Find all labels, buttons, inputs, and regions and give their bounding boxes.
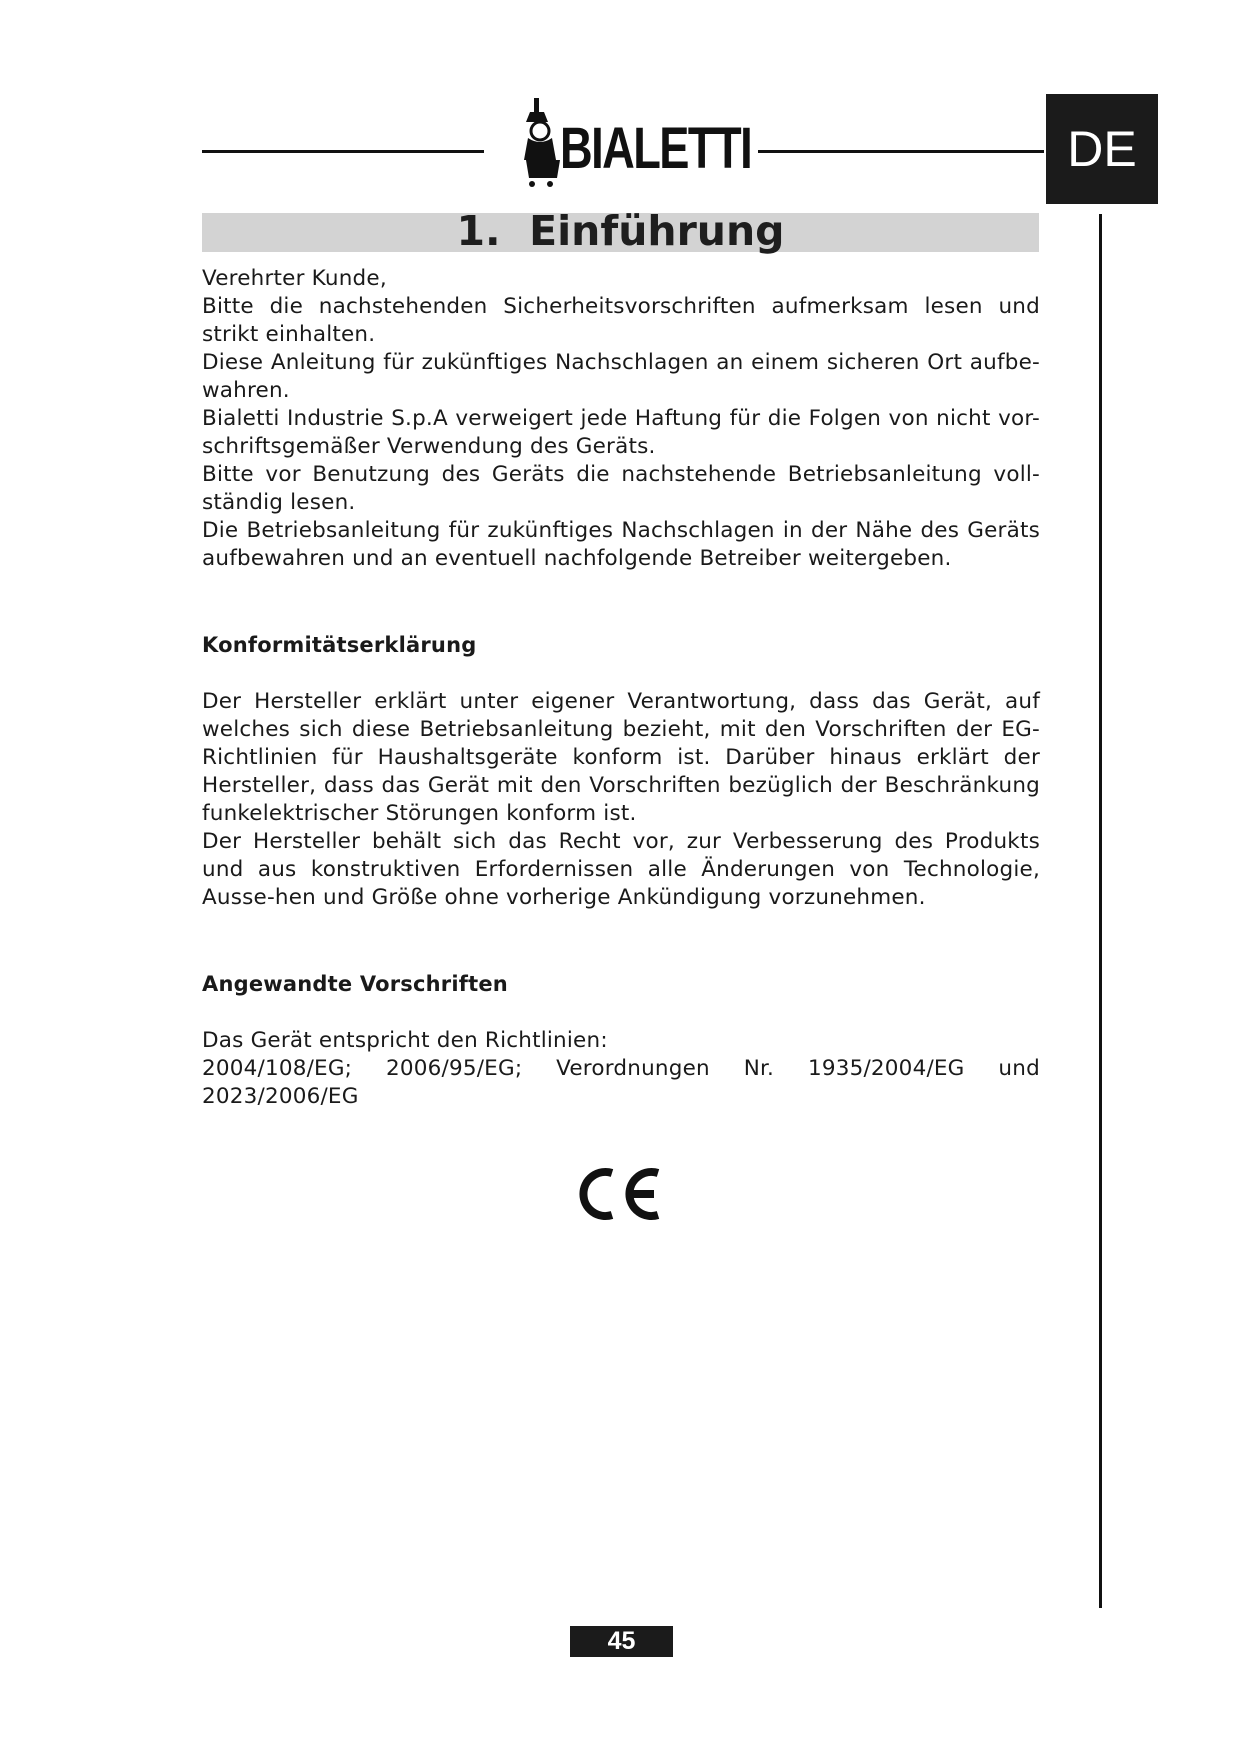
conformity-block: [202, 688, 1040, 912]
header-rule-left: [202, 150, 484, 153]
regulation-word: 2004/108/EG;: [202, 1056, 353, 1081]
regulation-word: und: [998, 1056, 1040, 1081]
side-margin-line: [1099, 214, 1102, 1608]
language-tab: DE: [1046, 94, 1158, 204]
brand-name: BIALETTI: [560, 116, 752, 181]
page-content: [202, 265, 1040, 1111]
intro-line: Diese Anleitung für zukünftiges Nachschlagen an einem sicheren Ort aufbe-wahren.: [202, 350, 1040, 403]
regulations-block: [202, 1027, 1040, 1111]
regulations-line: [202, 1055, 1040, 1083]
intro-line: Die Betriebsanleitung für zukünftiges Nachschlagen in der Nähe des Geräts aufbewahren und an eventuell nachfolgende Betreiber weitergeben.: [202, 518, 1040, 571]
conformity-paragraph: Der Hersteller behält sich das Recht vor, zur Verbesserung des Produkts und aus konstruktiven Erfordernissen alle Änderungen von Technologie, Ausse-hen und Größe ohne vorherige Ankündigung vorzunehmen.: [202, 829, 1040, 910]
regulation-word: Nr.: [743, 1056, 775, 1081]
intro-line: Bitte vor Benutzung des Geräts die nachstehende Betriebsanleitung voll-ständig lesen.: [202, 462, 1040, 515]
page-number: 45: [570, 1626, 673, 1657]
regulation-word: Verordnungen: [556, 1056, 710, 1081]
regulations-heading: Angewandte Vorschriften: [202, 972, 508, 996]
intro-block: [202, 265, 1040, 573]
header-rule-right: [758, 150, 1044, 153]
intro-line: Bitte die nachstehenden Sicherheitsvorschriften aufmerksam lesen und strikt einhalten.: [202, 294, 1040, 347]
intro-line: Bialetti Industrie S.p.A verweigert jede Haftung für die Folgen von nicht vor-schriftsgemäßer Verwendung des Geräts.: [202, 406, 1040, 459]
conformity-paragraph: Der Hersteller erklärt unter eigener Verantwortung, dass das Gerät, auf welches sich diese Betriebsanleitung bezieht, mit den Vorschriften der EG-Richtlinien für Haushaltsgeräte konform ist. Darüber hinaus erklärt der Hersteller, dass das Gerät mit den Vorschriften bezüglich der Beschränkung funkelektrischer Störungen konform ist.: [202, 689, 1040, 826]
section-heading: [202, 206, 1039, 256]
regulations-last-line: 2023/2006/EG: [202, 1084, 359, 1109]
ce-mark-icon: [578, 1163, 664, 1225]
bialetti-logo: [520, 98, 752, 198]
moka-man-icon: [520, 98, 564, 198]
section-title: Einführung: [529, 207, 785, 255]
regulation-word: 2006/95/EG;: [386, 1056, 523, 1081]
section-number: 1.: [456, 207, 501, 255]
conformity-heading: Konformitätserklärung: [202, 633, 477, 657]
intro-line: Verehrter Kunde,: [202, 266, 387, 291]
regulations-intro: Das Gerät entspricht den Richtlinien:: [202, 1028, 608, 1053]
regulation-word: 1935/2004/EG: [807, 1056, 965, 1081]
